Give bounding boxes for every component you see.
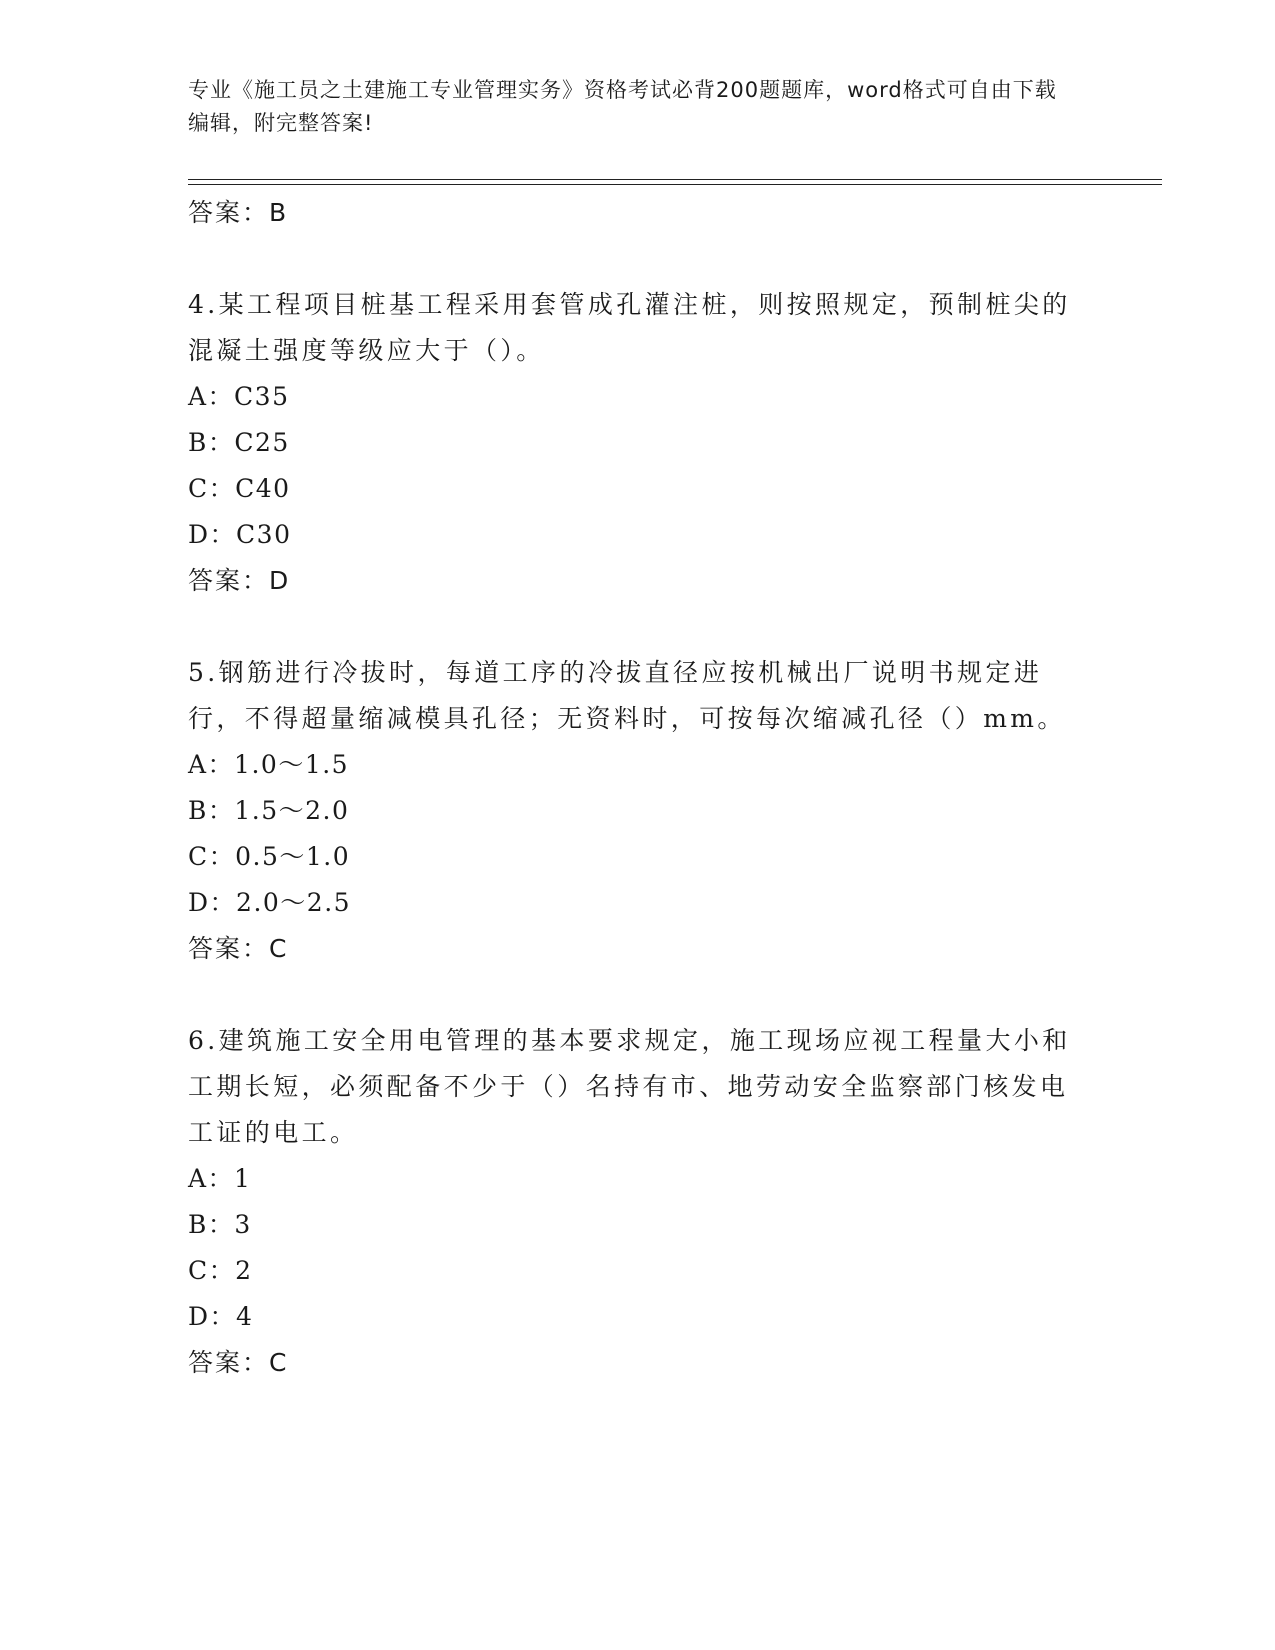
header-rule [188, 179, 1162, 180]
question-item [188, 650, 1088, 972]
option-c: C：2 [188, 1256, 253, 1285]
answer-line: 答案：B [188, 198, 289, 227]
question-text: 4.某工程项目桩基工程采用套管成孔灌注桩，则按照规定，预制桩尖的混凝土强度等级应大于（）。 [188, 290, 1071, 365]
option-d: D：C30 [188, 520, 292, 549]
option-b: B：1.5～2.0 [188, 796, 350, 825]
option-c: C：0.5～1.0 [188, 842, 351, 871]
question-text: 5.钢筋进行冷拔时，每道工序的冷拔直径应按机械出厂说明书规定进行，不得超量缩减模具孔径；无资料时，可按每次缩减孔径（）mm。 [188, 658, 1066, 733]
page-header: 专业《施工员之土建施工专业管理实务》资格考试必背200题题库，word格式可自由下载编辑，附完整答案! [188, 78, 1057, 135]
option-a: A：C35 [188, 382, 290, 411]
option-a: A：1 [188, 1164, 252, 1193]
question-list [188, 190, 1088, 1386]
answer-line: 答案：C [188, 1348, 289, 1377]
option-b: B：3 [188, 1210, 252, 1239]
header-rule-double [188, 184, 1162, 185]
option-d: D：4 [188, 1302, 254, 1331]
option-b: B：C25 [188, 428, 290, 457]
question-item [188, 282, 1088, 604]
answer-line: 答案：D [188, 566, 291, 595]
question-item [188, 1018, 1088, 1386]
question-text: 6.建筑施工安全用电管理的基本要求规定，施工现场应视工程量大小和工期长短，必须配备不少于（）名持有市、地劳动安全监察部门核发电工证的电工。 [188, 1026, 1071, 1147]
answer-line: 答案：C [188, 934, 289, 963]
option-a: A：1.0～1.5 [188, 750, 350, 779]
option-c: C：C40 [188, 474, 291, 503]
option-d: D：2.0～2.5 [188, 888, 352, 917]
